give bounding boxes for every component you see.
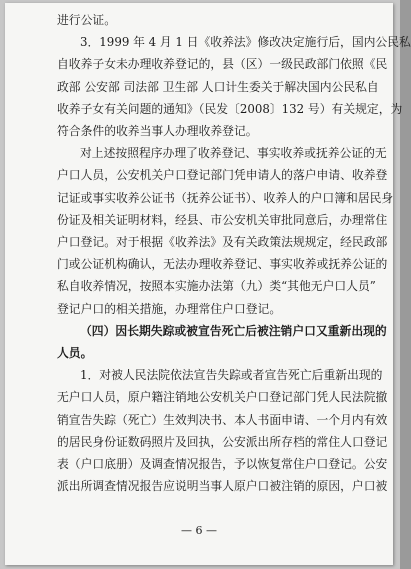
- text-line: 自收养子女未办理收养登记的，县（区）一级民政部门依照《民: [57, 57, 388, 72]
- text-line: 对上述按照程序办理了收养登记、事实收养或抚养公证的无: [80, 146, 387, 161]
- text-line: 私自收养情况，按照本实施办法第（九）类“其他无户口人员”: [57, 279, 376, 294]
- text-line: 1．对被人民法院依法宣告失踪或者宣告死亡后重新出现的: [80, 368, 383, 383]
- section-heading-line: （四）因长期失踪或被宣告死亡后被注销户口又重新出现的: [80, 323, 387, 338]
- text-line: 登记户口的相关措施，办理常住户口登记。: [57, 301, 282, 316]
- document-page: [5, 3, 411, 565]
- text-line: 户口人员，公安机关户口登记部门凭申请人的落户申请、收养登: [57, 168, 388, 183]
- text-line: 份证及相关证明材料，经县、市公安机关审批同意后，办理常住: [57, 212, 388, 227]
- text-line: 记证或事实收养公证书（抚养公证书）、收养人的户口簿和居民身: [57, 190, 394, 205]
- text-line: 的居民身份证数码照片及回执，公安派出所存档的常住人口登记: [57, 434, 388, 449]
- text-line: 符合条件的收养当事人办理收养登记。: [57, 124, 258, 139]
- text-line: 门或公证机构确认，无法办理收养登记、事实收养或抚养公证的: [57, 257, 388, 272]
- text-line: 收养子女有关问题的通知》（民发〔2008〕132 号）有关规定，为: [57, 101, 403, 116]
- section-heading-line: 人员。: [57, 346, 93, 361]
- text-line: 销宣告失踪（死亡）生效判决书、本人书面申请、一个月内有效: [57, 412, 388, 427]
- text-line: 3．1999 年 4 月 1 日《收养法》修改决定施行后，国内公民私: [80, 35, 411, 50]
- page-number: — 6 —: [181, 524, 217, 537]
- text-line: 表（户口底册）及调查情况报告，予以恢复常住户口登记。公安: [57, 457, 388, 472]
- text-line: 户口登记。对于根据《收养法》及有关政策法规规定，经民政部: [57, 235, 388, 250]
- text-line: 进行公证。: [57, 13, 116, 27]
- text-line: 派出所调查情况报告应说明当事人原户口被注销的原因，户口被: [57, 479, 388, 494]
- document-body: [57, 9, 411, 497]
- text-line: 政部 公安部 司法部 卫生部 人口计生委关于解决国内公民私自: [57, 79, 379, 94]
- text-line: 无户口人员，原户籍注销地公安机关户口登记部门凭人民法院撤: [57, 390, 388, 405]
